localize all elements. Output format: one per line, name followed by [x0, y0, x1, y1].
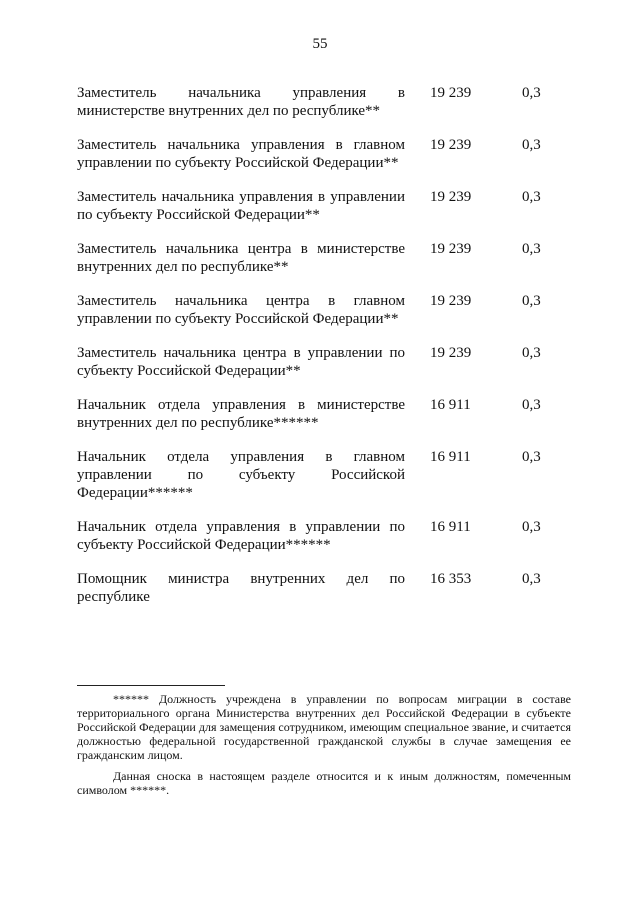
table-row — [77, 344, 577, 380]
table-row — [77, 570, 577, 606]
page-number: 55 — [312, 36, 328, 52]
coefficient-value: 0,3 — [522, 571, 541, 587]
coefficient-value: 0,3 — [522, 397, 541, 413]
salary-value: 16 911 — [430, 449, 471, 465]
table-row — [77, 136, 577, 172]
position-title: Начальник отдела управления в управлении по субъекту Российской Федерации****** — [77, 519, 405, 553]
salary-value: 19 239 — [430, 345, 472, 361]
table-row — [77, 518, 577, 554]
salary-value: 16 911 — [430, 519, 471, 535]
table-row — [77, 396, 577, 432]
salary-value: 16 353 — [430, 571, 472, 587]
position-title: Заместитель начальника центра в главном управлении по субъекту Российской Федерации** — [77, 293, 405, 327]
table-row — [77, 188, 577, 224]
coefficient-value: 0,3 — [522, 85, 541, 101]
table-row — [77, 240, 577, 276]
coefficient-value: 0,3 — [522, 293, 541, 309]
coefficient-value: 0,3 — [522, 137, 541, 153]
position-title: Заместитель начальника центра в управлении по субъекту Российской Федерации** — [77, 345, 405, 379]
position-title: Заместитель начальника управления в министерстве внутренних дел по республике** — [77, 85, 405, 119]
coefficient-value: 0,3 — [522, 449, 541, 465]
coefficient-value: 0,3 — [522, 189, 541, 205]
table-row — [77, 448, 577, 502]
position-title: Начальник отдела управления в главном управлении по субъекту Российской Федерации****** — [77, 449, 405, 501]
salary-value: 19 239 — [430, 241, 472, 257]
footnotes — [77, 692, 571, 804]
footnote-text: Данная сноска в настоящем разделе относится и к иным должностям, помеченным символом ******. — [77, 769, 571, 797]
position-title: Помощник министра внутренних дел по республике — [77, 571, 405, 605]
position-title: Заместитель начальника центра в министерстве внутренних дел по республике** — [77, 241, 405, 275]
footnote-divider — [77, 685, 225, 686]
salary-value: 19 239 — [430, 85, 472, 101]
position-title: Заместитель начальника управления в главном управлении по субъекту Российской Федерации** — [77, 137, 405, 171]
salary-value: 19 239 — [430, 189, 472, 205]
footnote-text: ****** Должность учреждена в управлении по вопросам миграции в составе территориального органа Министерства внутренних дел Российской Федерации в субъекте Российской Федерации для замещения сотрудником, имеющим специальное звание, и считается должностью федеральной государственной гражданской службы в случае замещения ее гражданским лицом. — [77, 692, 571, 762]
position-title: Заместитель начальника управления в управлении по субъекту Российской Федерации** — [77, 189, 405, 223]
table-row — [77, 84, 577, 120]
coefficient-value: 0,3 — [522, 519, 541, 535]
salary-value: 19 239 — [430, 293, 472, 309]
coefficient-value: 0,3 — [522, 345, 541, 361]
table-row — [77, 292, 577, 328]
coefficient-value: 0,3 — [522, 241, 541, 257]
positions-table — [77, 84, 577, 622]
salary-value: 16 911 — [430, 397, 471, 413]
salary-value: 19 239 — [430, 137, 472, 153]
position-title: Начальник отдела управления в министерстве внутренних дел по республике****** — [77, 397, 405, 431]
